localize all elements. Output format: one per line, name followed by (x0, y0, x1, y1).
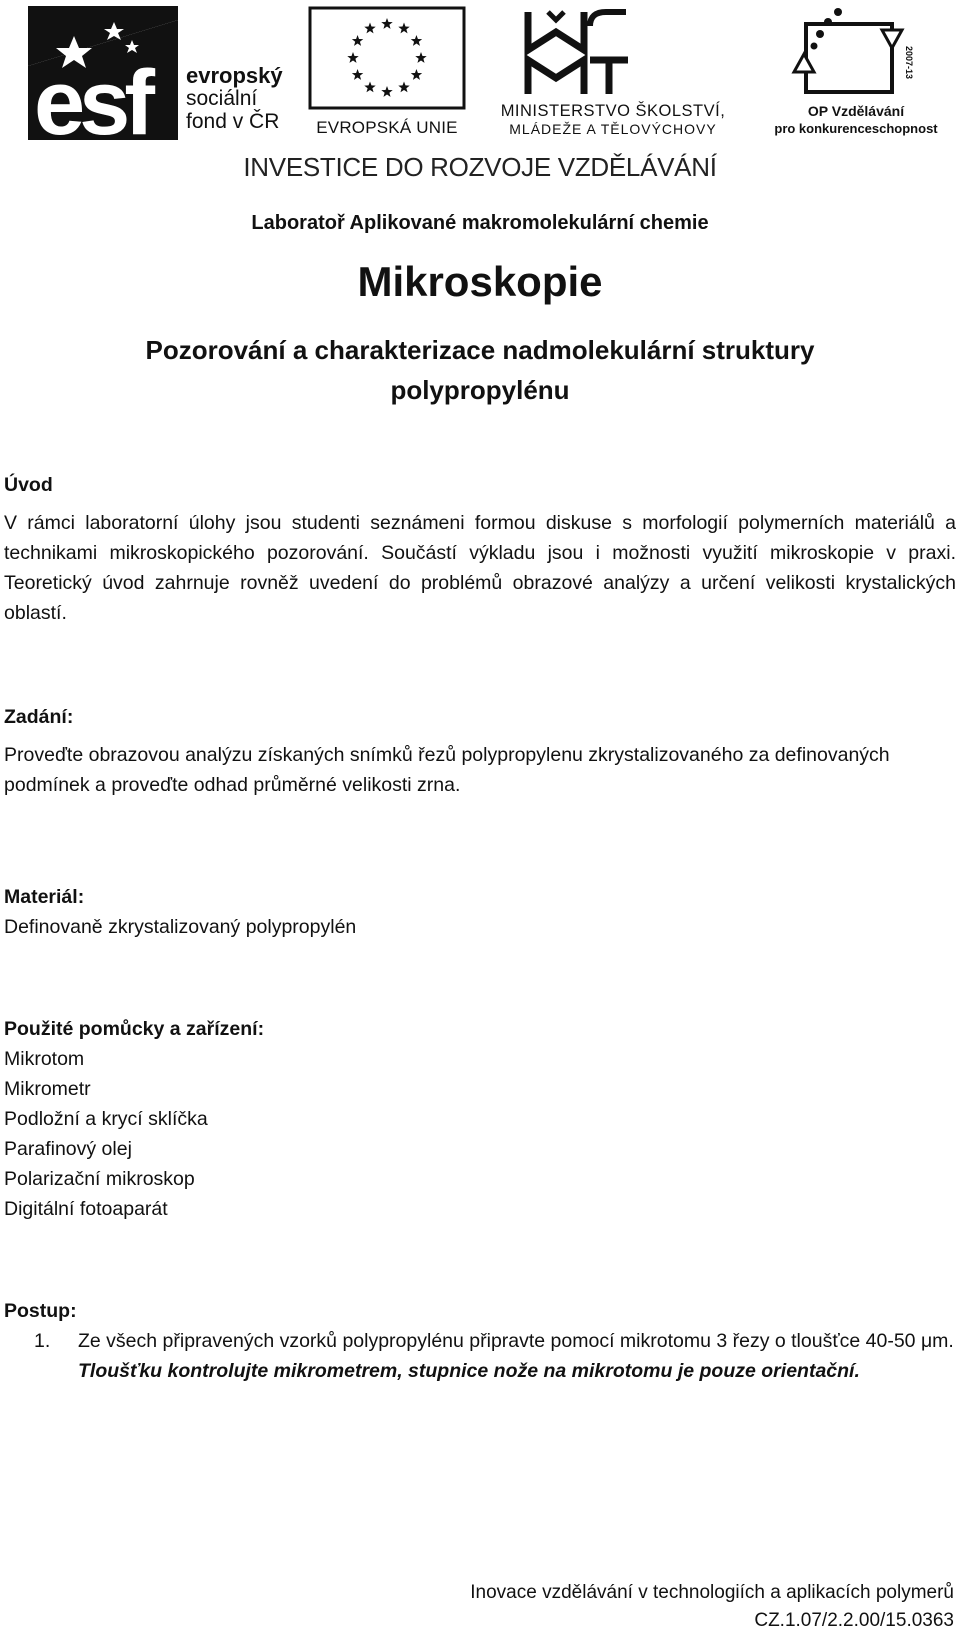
eu-flag-icon (308, 6, 466, 112)
section-material (4, 882, 956, 942)
svg-text:2007-13: 2007-13 (904, 46, 914, 80)
section-heading: Úvod (4, 474, 53, 496)
op-logo (758, 6, 954, 140)
esf-mark-icon (28, 6, 178, 140)
section-zadani (4, 702, 956, 800)
msmt-logo (478, 6, 748, 140)
list-item: Podložní a krycí sklíčka (4, 1108, 208, 1130)
op-caption-1: OP Vzdělávání (807, 103, 905, 119)
page-subtitle: Pozorování a charakterizace nadmolekulární struktury polypropylénu (145, 335, 815, 405)
step-number: 1. (34, 1330, 51, 1352)
list-item: Digitální fotoaparát (4, 1198, 168, 1220)
msmt-caption-1: MINISTERSTVO ŠKOLSTVÍ, (500, 102, 726, 120)
msmt-caption-2: MLÁDEŽE A TĚLOVÝCHOVY (509, 121, 717, 137)
step-list (4, 1326, 956, 1386)
section-text: V rámci laboratorní úlohy jsou studenti seznámeni formou diskuse s morfologií polymerních materiálů a technikami mikroskopického pozorování. Součástí výkladu jsou i možnosti využití mikroskopie v praxi. Teoretický úvod zahrnuje rovněž uvedení do problémů obrazové analýzy a určení velikosti krystalických oblastí. (4, 512, 956, 624)
section-heading: Použité pomůcky a zařízení: (4, 1018, 265, 1040)
page-footer (470, 1579, 954, 1635)
section-postup (4, 1296, 956, 1386)
section-heading: Postup: (4, 1300, 77, 1322)
op-caption-2: pro konkurenceschopnost (774, 121, 938, 136)
svg-text:esf: esf (34, 52, 149, 140)
investment-banner: INVESTICE DO ROZVOJE VZDĚLÁVÁNÍ (243, 152, 717, 182)
step-text: Ze všech připravených vzorků polypropylénu připravte pomocí mikrotomu 3 řezy o tloušťce 40-50 μm. (78, 1330, 954, 1352)
section-pomucky (4, 1014, 956, 1224)
msmt-mark-icon (478, 6, 748, 100)
tool-list (4, 1044, 956, 1224)
esf-line-1: evropský (186, 63, 283, 88)
section-text: Definovaně zkrystalizovaný polypropylén (4, 916, 357, 938)
logo-row (0, 0, 960, 150)
section-heading: Zadání: (4, 706, 74, 728)
footer-line-2: CZ.1.07/2.2.00/15.0363 (754, 1610, 954, 1631)
op-mark-icon (758, 6, 954, 102)
section-heading: Materiál: (4, 886, 85, 908)
eu-caption: EVROPSKÁ UNIE (316, 118, 458, 137)
page-title: Mikroskopie (357, 258, 603, 305)
section-text: Proveďte obrazovou analýzu získaných snímků řezů polypropylenu zkrystalizovaného za definovaných podmínek a proveďte odhad průměrné velikosti zrna. (4, 744, 890, 796)
list-item: Polarizační mikroskop (4, 1168, 195, 1190)
list-item: Mikrometr (4, 1078, 91, 1100)
step-note: Tloušťku kontrolujte mikrometrem, stupnice nože na mikrotomu je pouze orientační. (78, 1360, 860, 1382)
esf-brand-text (186, 64, 283, 133)
eu-logo (308, 6, 466, 140)
lab-title: Laboratoř Aplikované makromolekulární chemie (251, 212, 709, 234)
footer-line-1: Inovace vzdělávání v technologiích a aplikacích polymerů (470, 1582, 954, 1603)
list-item: Mikrotom (4, 1048, 85, 1070)
esf-logo (28, 6, 298, 140)
esf-line-3: fond v ČR (186, 110, 280, 133)
section-uvod (4, 470, 956, 628)
esf-line-2: sociální (186, 87, 258, 110)
step-item (4, 1326, 956, 1386)
list-item: Parafinový olej (4, 1138, 132, 1160)
